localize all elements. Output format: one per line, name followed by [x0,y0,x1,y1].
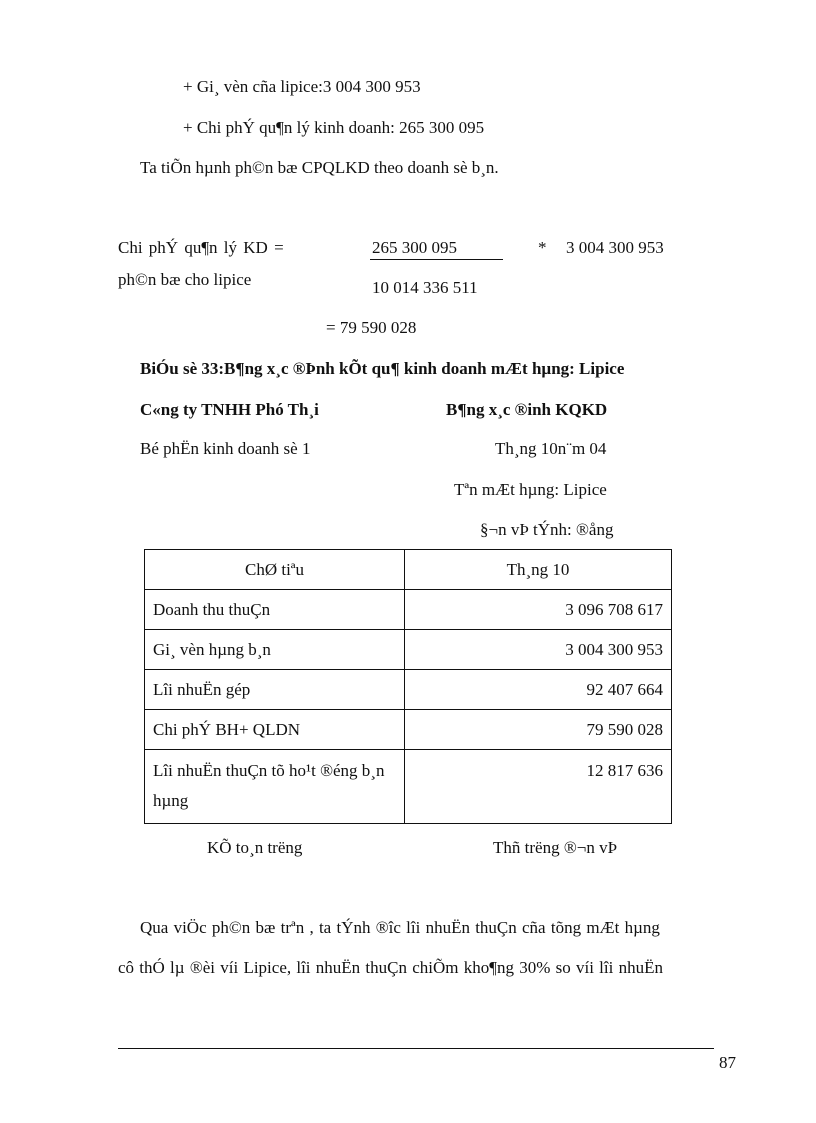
table-header-row [145,550,672,590]
conclusion-line1: Qua viÖc ph©n bæ trªn , ta tÝnh ®îc lîi nhuËn thuÇn cña tõng mÆt hµng [140,918,660,937]
row-label: Lîi nhuËn gép [145,670,405,710]
company-name: C«ng ty TNHH Phó Th¸i [140,400,319,419]
table-row [145,750,672,824]
report-name: B¶ng x¸c ®inh KQKD [446,400,608,419]
row-label: Lîi nhuËn thuÇn tõ ho¹t ®éng b¸n hµng [145,750,405,824]
row-value: 3 004 300 953 [405,630,672,670]
item-name: Tªn mÆt hµng: Lipice [454,480,607,499]
formula-label-line2: ph©n bæ cho lipice [118,270,252,289]
signature-chief-accountant: KÕ to¸n trëng [207,838,303,857]
allocation-intro-line: Ta tiÕn hµnh ph©n bæ CPQLKD theo doanh sè b¸n. [140,158,499,177]
management-cost-line: + Chi phÝ qu¶n lý kinh doanh: 265 300 095 [183,118,485,137]
footer-rule [118,1048,714,1049]
formula-numerator: 265 300 095 [372,238,457,257]
formula-label-line1: Chi phÝ qu¶n lý KD = [118,238,284,257]
report-period: Th¸ng 10n¨m 04 [495,439,607,458]
formula-result: = 79 590 028 [326,318,417,337]
conclusion-line2: cô thÓ lµ ®èi víi Lipice, lîi nhuËn thuÇn chiÕm kho¶ng 30% so víi lîi nhuËn [118,958,663,977]
table-row [145,590,672,630]
table-row [145,670,672,710]
row-value: 12 817 636 [405,750,672,824]
row-value: 3 096 708 617 [405,590,672,630]
row-label: Gi¸ vèn hµng b¸n [145,630,405,670]
header-month: Th¸ng 10 [405,550,672,590]
header-indicator: ChØ tiªu [145,550,405,590]
table-row [145,710,672,750]
row-label: Chi phÝ BH+ QLDN [145,710,405,750]
row-label: Doanh thu thuÇn [145,590,405,630]
table-title: BiÓu sè 33:B¶ng x¸c ®Þnh kÕt qu¶ kinh doanh mÆt hµng: Lipice [140,359,625,378]
formula-denominator: 10 014 336 511 [372,278,478,297]
page-number: 87 [719,1053,736,1072]
row-value: 79 590 028 [405,710,672,750]
fraction-bar [370,259,503,260]
cost-of-goods-line: + Gi¸ vèn cña lipice:3 004 300 953 [183,77,421,96]
kqkd-table [144,549,672,824]
unit-label: §¬n vÞ tÝnh: ®ång [480,520,614,539]
multiply-sign: * [538,238,547,257]
signature-head-of-unit: Thñ trëng ®¬n vÞ [493,838,618,857]
table-row [145,630,672,670]
department-name: Bé phËn kinh doanh sè 1 [140,439,311,458]
formula-multiplier: 3 004 300 953 [566,238,664,257]
row-value: 92 407 664 [405,670,672,710]
